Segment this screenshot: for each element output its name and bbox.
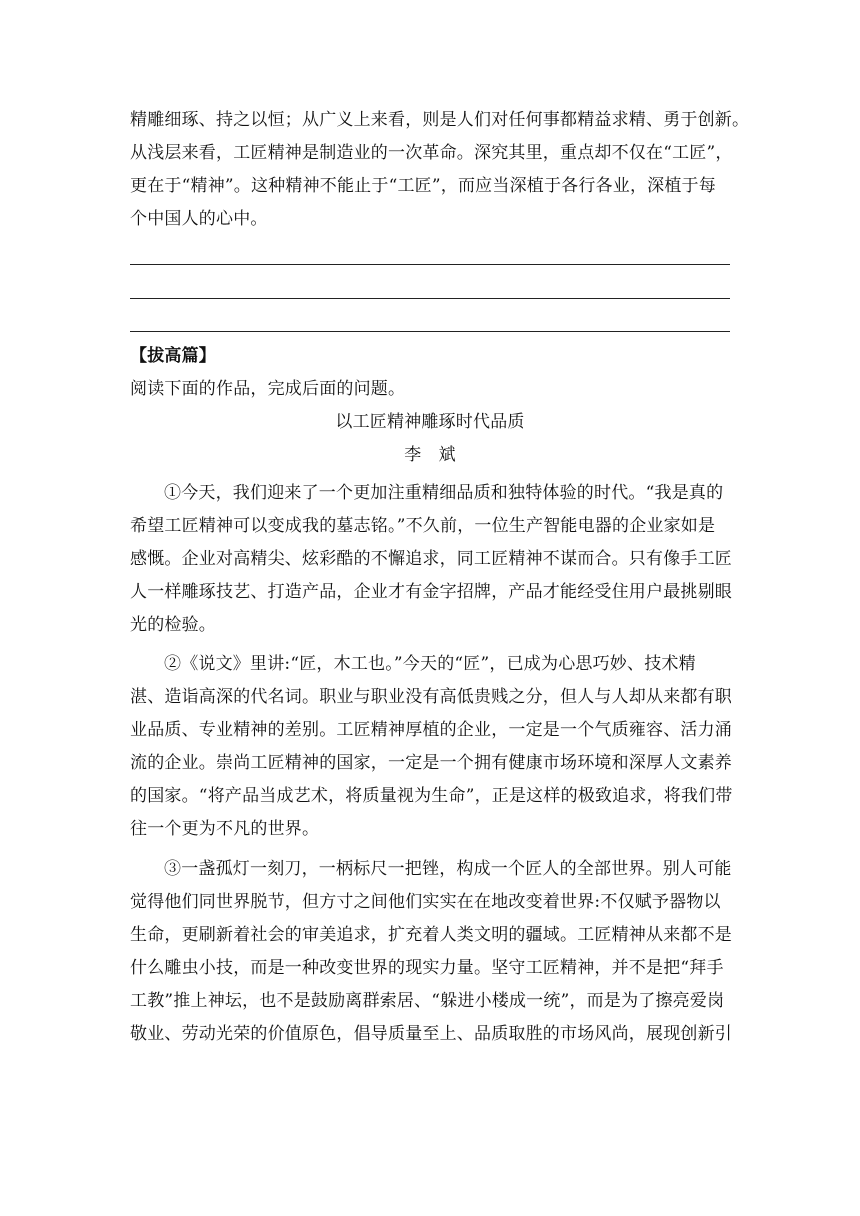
text-line: 生命，更刷新着社会的审美追求，扩充着人类文明的疆域。工匠精神从来都不是 (130, 925, 732, 945)
instruction-text: 阅读下面的作品，完成后面的问题。 (130, 379, 406, 399)
intro-paragraph (130, 104, 750, 236)
text-line: 精雕细琢、持之以恒；从广义上来看，则是人们对任何事都精益求精、勇于创新。 (130, 110, 750, 130)
text-line: 感慨。企业对高精尖、炫彩酷的不懈追求，同工匠精神不谋而合。只有像手工匠 (130, 549, 732, 569)
text-line: 往一个更为不凡的世界。 (130, 819, 320, 839)
text-line: 什么雕虫小技，而是一种改变世界的现实力量。坚守工匠精神，并不是把“拜手 (130, 958, 724, 978)
text-line: 从浅层来看，工匠精神是制造业的一次革命。深究其里，重点却不仅在“工匠”， (130, 143, 733, 163)
article-title: 以工匠精神雕琢时代品质 (335, 412, 525, 432)
text-line: 流的企业。崇尚工匠精神的国家，一定是一个拥有健康市场环境和深厚人文素养 (130, 753, 732, 773)
text-line: 希望工匠精神可以变成我的墓志铭。”不久前，一位生产智能电器的企业家如是 (130, 516, 716, 536)
text-line: 业品质、专业精神的差别。工匠精神厚植的企业，一定是一个气质雍容、活力涌 (130, 720, 732, 740)
article-paragraph-3 (130, 853, 730, 1051)
article-author: 李 斌 (404, 445, 456, 465)
section-heading: 【拔高篇】 (130, 346, 216, 366)
text-line: ①今天，我们迎来了一个更加注重精细品质和独特体验的时代。“我是真的 (164, 483, 724, 503)
answer-line-2[interactable] (130, 298, 730, 299)
text-line: 湛、造诣高深的代名词。职业与职业没有高低贵贱之分，但人与人却从来都有职 (130, 687, 732, 707)
article-paragraph-2 (130, 648, 733, 846)
text-line: 更在于“精神”。这种精神不能止于“工匠”，而应当深植于各行各业，深植于每 (130, 176, 716, 196)
text-line: 觉得他们同世界脱节，但方寸之间他们实实在在地改变着世界:不仅赋予器物以 (130, 892, 721, 912)
text-line: 光的检验。 (130, 615, 216, 635)
text-line: ②《说文》里讲:“匠，木工也。”今天的“匠”，已成为心思巧妙、技术精 (164, 654, 696, 674)
text-line: 的国家。“将产品当成艺术，将质量视为生命”，正是这样的极致追求，将我们带 (130, 786, 733, 806)
text-line: 敬业、劳动光荣的价值原色，倡导质量至上、品质取胜的市场风尚，展现创新引 (130, 1024, 732, 1044)
text-line: ③一盏孤灯一刻刀，一柄标尺一把锉，构成一个匠人的全部世界。别人可能 (164, 859, 732, 879)
text-line: 个中国人的心中。 (130, 209, 268, 229)
answer-line-1[interactable] (130, 264, 730, 265)
article-paragraph-1 (130, 477, 730, 642)
text-line: 人一样雕琢技艺、打造产品，企业才有金字招牌，产品才能经受住用户最挑剔眼 (130, 582, 732, 602)
text-line: 工教”推上神坛，也不是鼓励离群索居、“躲进小楼成一统”，而是为了擦亮爱岗 (130, 991, 725, 1011)
answer-line-3[interactable] (130, 331, 730, 332)
